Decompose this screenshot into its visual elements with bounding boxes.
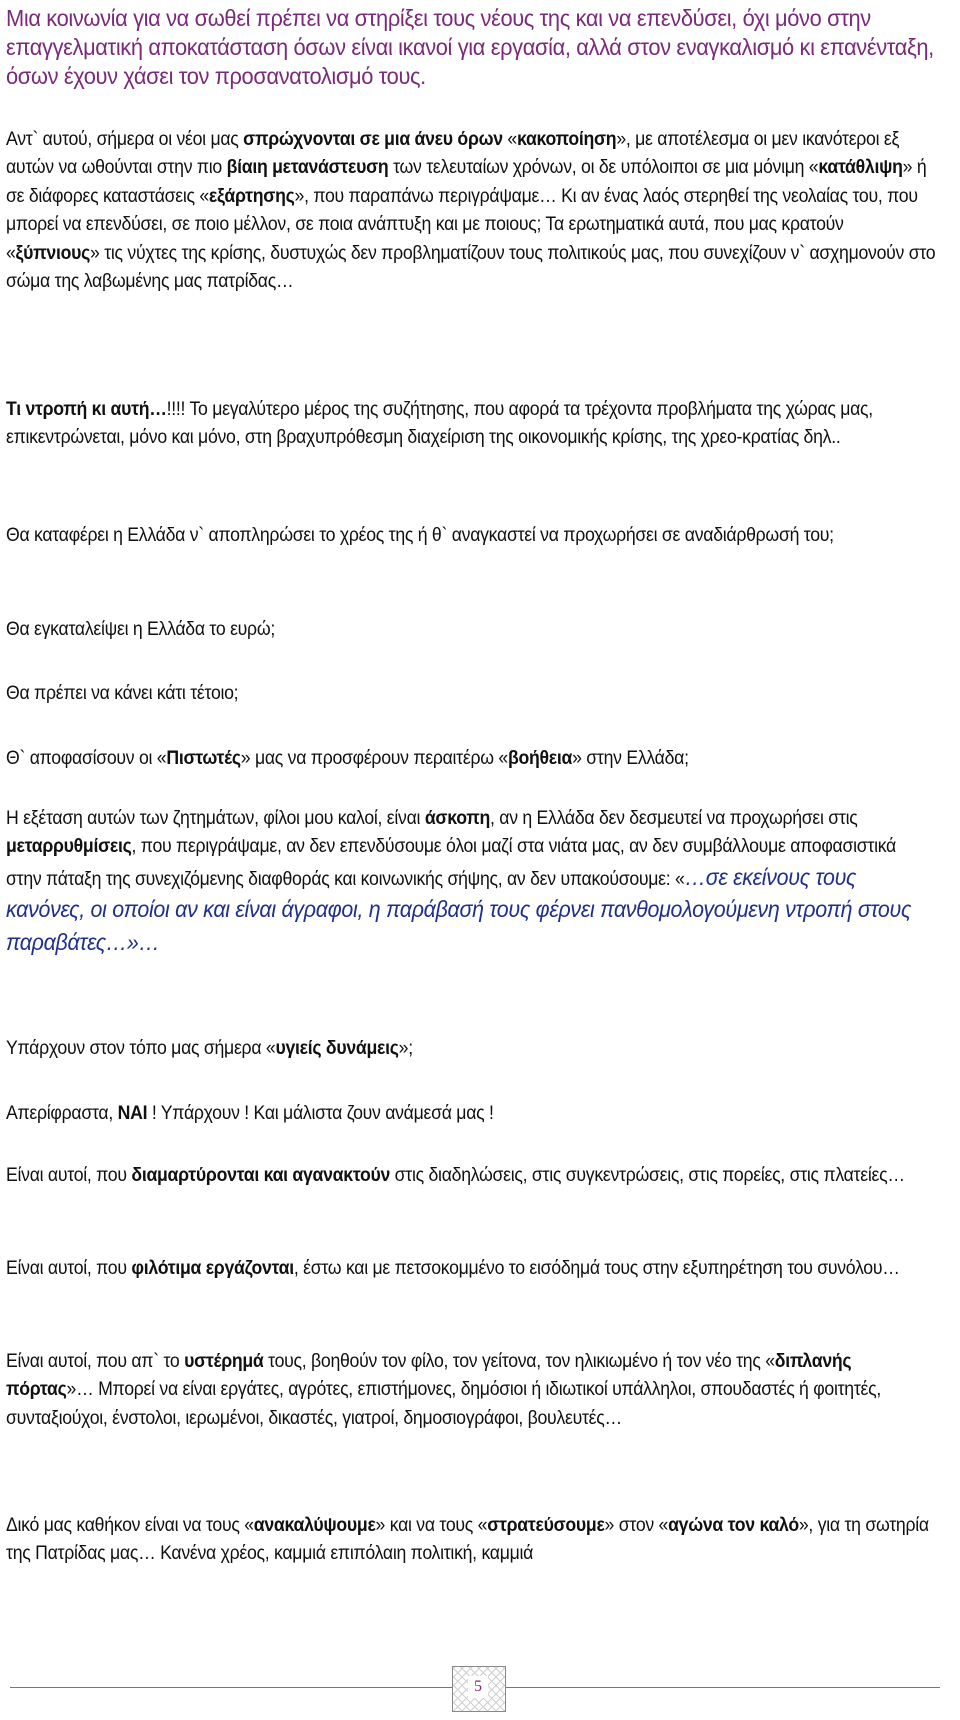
bold-text: Τι ντροπή κι αυτή… [6,399,167,420]
paragraph [6,1100,936,1128]
text-run: », που παραπάνω περιγράψαμε… Κι αν ένας λαός στερηθεί της νεολαίας του, που μπορεί να επενδύσει, σε ποιο μέλλον, σε ποια ανάπτυξη και με ποιους; Τα ερωτηματικά αυτά, που μας κρατούν « [6,185,918,264]
text-run: Θα πρέπει να κάνει κάτι τέτοιο; [6,683,239,704]
text-run: τους, βοηθούν τον φίλο, τον γείτονα, τον ηλικιωμένο ή τον νέο της « [263,1351,775,1372]
text-run: Είναι αυτοί, που [6,1258,132,1279]
bold-text: υστέρημά [184,1351,264,1372]
paragraph [6,1035,936,1063]
text-run: », με αποτέλεσμα οι μεν ικανότεροι εξ αυτών να ωθούνται στην πιο [6,129,900,179]
bold-text: υγιείς δυνάμεις [275,1038,399,1059]
paragraph [6,680,936,708]
page-footer [0,1658,960,1718]
bold-text: ΝΑΙ [117,1103,148,1124]
text-run: Θα καταφέρει η Ελλάδα ν` αποπληρώσει το χρέος της ή θ` αναγκαστεί να προχωρήσει σε αναδιάρθρωσή του; [6,525,834,546]
bold-text: βίαιη μετανάστευση [226,157,389,179]
paragraph [6,1348,936,1433]
text-run: , έστω και με πετσοκομμένο το εισόδημά τους στην εξυπηρέτηση του συνόλου… [293,1258,900,1279]
bold-text: φιλότιμα εργάζονται [131,1258,294,1279]
text-run: στις διαδηλώσεις, στις συγκεντρώσεις, στις πορείες, στις πλατείες… [390,1165,905,1186]
paragraph [6,522,936,550]
bold-text: βοήθεια [507,748,573,769]
paragraph [6,1255,936,1283]
text-run: » στον « [604,1515,669,1536]
quoted-text: …σε εκείνους τους κανόνες, οι οποίοι αν και είναι άγραφοι, η παράβασή τους φέρνει πανθομολογούμενη ντροπή στους παραβάτες…»… [6,863,912,955]
text-run: »… Μπορεί να είναι εργάτες, αγρότες, επιστήμονες, δημόσιοι ή ιδιωτικοί υπάλληλοι, σπουδαστές ή φοιτητές, συνταξιούχοι, ένστολοι, ιερωμένοι, δικαστές, γιατροί, δημοσιογράφοι, βουλευτές… [6,1379,882,1429]
text-run: Είναι αυτοί, που απ` το [6,1351,185,1372]
text-run: Απερίφραστα, [6,1103,118,1124]
text-run: Θ` αποφασίσουν οι « [6,748,167,769]
text-run: « [502,129,517,150]
bold-text: άσκοπη [424,808,490,829]
bold-text: διαμαρτύρονται και αγανακτούν [131,1165,391,1186]
paragraph [6,616,936,644]
text-run: » στην Ελλάδα; [572,748,689,769]
page-number: 5 [468,1676,488,1698]
bold-text: ανακαλύψουμε [253,1515,376,1536]
bold-text: ξύπνιους [15,242,91,264]
text-run: » τις νύχτες της κρίσης, δυστυχώς δεν προβληματίζουν τους πολιτικούς μας, που συνεχίζουν ν` ασχημονούν στο σώμα της λαβωμένης μας πατρίδας… [6,242,936,293]
text-run: », για τη σωτηρία της Πατρίδας μας… Κανένα χρέος, καμμιά επιπόλαιη πολιτική, καμμιά [6,1515,929,1565]
paragraph [6,1162,936,1190]
bold-text: στρατεύσουμε [487,1515,605,1536]
paragraph [6,745,936,773]
bold-text: Πιστωτές [166,748,241,769]
text-run: Δικό μας καθήκον είναι να τους « [6,1515,254,1536]
text-run: ! Υπάρχουν ! Και μάλιστα ζουν ανάμεσά μας ! [147,1103,494,1124]
bold-text: κατάθλιψη [818,157,903,179]
bold-text: εξάρτησης [208,185,295,207]
paragraph [6,396,936,453]
bold-text: σπρώχνονται σε μια άνευ όρων [243,129,503,150]
bold-text: διπλανής πόρτας [6,1351,852,1401]
text-run: » μας να προσφέρουν περαιτέρω « [240,748,508,769]
heading-paragraph: Μια κοινωνία για να σωθεί πρέπει να στηρίξει τους νέους της και να επενδύσει, όχι μόνο στην επαγγελματική αποκατάσταση όσων είναι ικανοί για εργασία, αλλά στον εναγκαλισμό κι επανένταξη, όσων έχουν χάσει τον προσανατολισμό τους. [6,5,934,89]
text-run: Υπάρχουν στον τόπο μας σήμερα « [6,1038,276,1059]
text-run: , αν η Ελλάδα δεν δεσμευτεί να προχωρήσει στις [489,808,858,829]
bold-text: αγώνα τον καλό [668,1515,799,1536]
text-run: Είναι αυτοί, που [6,1165,132,1186]
bold-text: μεταρρυθμίσεις [6,836,132,858]
paragraph [6,126,936,296]
text-run: , που περιγράψαμε, αν δεν επενδύσουμε όλοι μαζί στα νιάτα μας, αν δεν συμβάλλουμε αποφασιστικά στην πάταξη της συνεχιζόμενης διαφθοράς και κοινωνικής σήψης, αν δεν υπακούσουμε: « [6,836,896,890]
text-run: » και να τους « [375,1515,488,1536]
text-run: » ή σε διάφορες καταστάσεις « [6,157,927,207]
paragraph [6,805,936,959]
paragraph [6,1512,936,1569]
text-run: Αντ` αυτού, σήμερα οι νέοι μας [6,129,244,150]
text-run: »; [398,1038,413,1059]
bold-text: κακοποίηση [516,129,617,150]
text-run: Θα εγκαταλείψει η Ελλάδα το ευρώ; [6,619,275,640]
text-run: !!!! Το μεγαλύτερο μέρος της συζήτησης, που αφορά τα τρέχοντα προβλήματα της χώρας μας, επικεντρώνεται, μόνο και μόνο, στη βραχυπρόθεσμη διαχείριση της οικονομικής κρίσης, της χρεο-κρατίας δηλ.. [6,399,873,449]
text-run: των τελευταίων χρόνων, οι δε υπόλοιποι σε μια μόνιμη « [388,157,819,179]
text-run: Η εξέταση αυτών των ζητημάτων, φίλοι μου καλοί, είναι [6,808,425,829]
